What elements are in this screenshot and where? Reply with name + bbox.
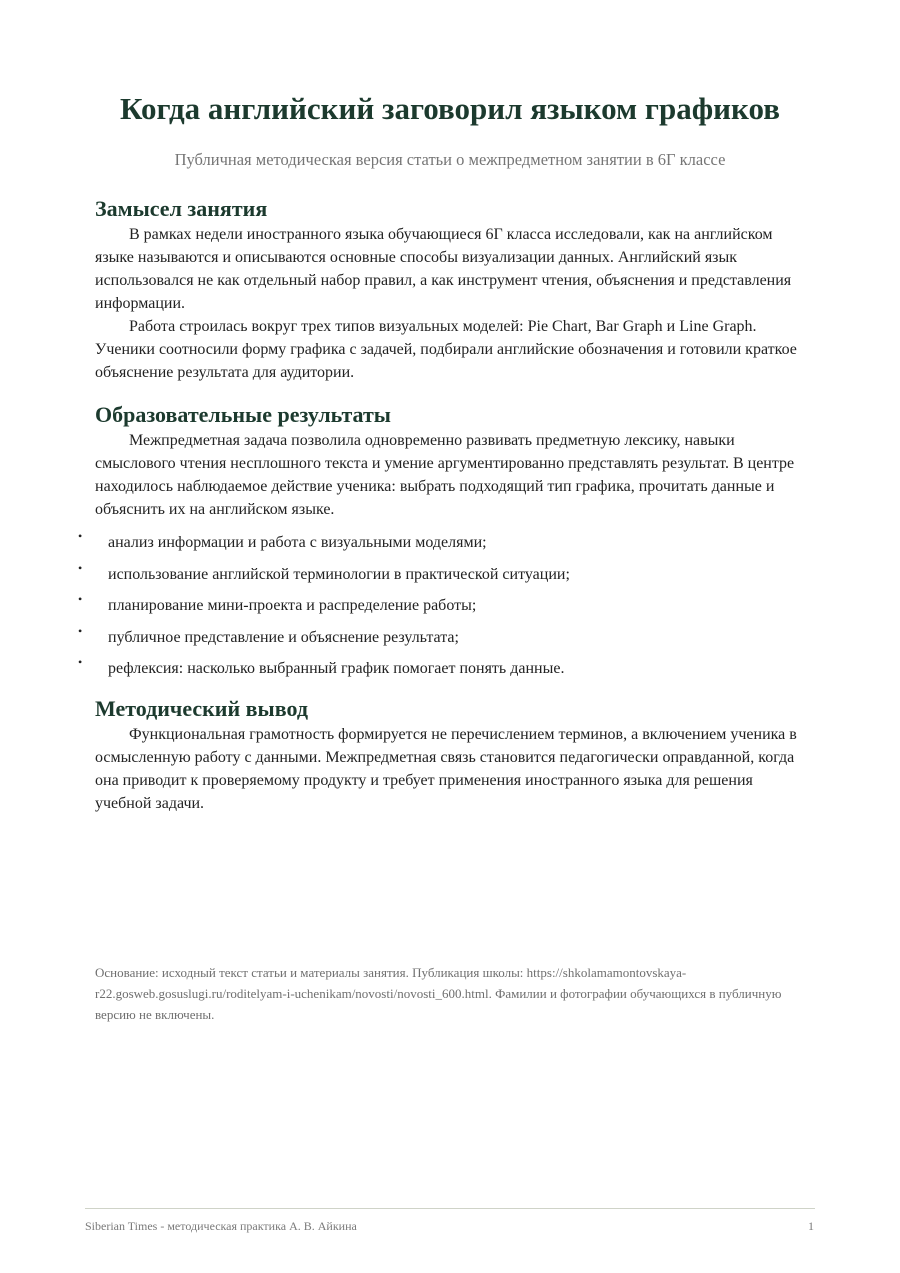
source-note: Основание: исходный текст статьи и материалы занятия. Публикация школы: https://shkolamamontovskaya-r22.gosweb.gosuslugi.ru/roditelyam-i-uchenikam/novosti/novosti_600.html. Фамилии и фотографии обучающихся в публичную версию не включены. — [95, 965, 782, 1022]
list-item — [78, 623, 805, 649]
list-item — [78, 529, 805, 554]
list-item-text: планирование мини-проекта и распределение работы; — [108, 597, 477, 614]
list-item — [78, 592, 805, 617]
paragraph: Функциональная грамотность формируется не перечислением терминов, а включением ученика в осмысленную работу с данными. Межпредметная связь становится педагогически оправданной, когда она приводит к проверяемому продукту и требует применения иностранного языка для решения учебной задачи. — [95, 726, 797, 812]
page-number: 1 — [808, 1219, 814, 1233]
page-title: Когда английский заговорил языком графиков — [120, 91, 780, 126]
paragraph: В рамках недели иностранного языка обучающиеся 6Г класса исследовали, как на английском языке называются и описываются основные способы визуализации данных. Английский язык использовался не как отдельный набор правил, а как инструмент чтения, объяснения и представления информации. — [95, 226, 792, 312]
list-item — [78, 560, 805, 586]
section-heading-concept: Замысел занятия — [95, 196, 268, 221]
paragraph: Работа строилась вокруг трех типов визуальных моделей: Pie Chart, Bar Graph и Line Graph. Ученики соотносили форму графика с задачей, подбирали английские обозначения и готовили краткое объяснение результата для аудитории. — [95, 318, 797, 381]
footer-divider — [85, 1208, 815, 1209]
list-item — [78, 655, 805, 680]
list-item-text: рефлексия: насколько выбранный график помогает понять данные. — [108, 660, 565, 677]
section-heading-conclusion: Методический вывод — [95, 696, 308, 721]
results-list — [78, 529, 805, 680]
bullet-icon: • — [78, 529, 83, 543]
bullet-icon: • — [78, 655, 83, 669]
bullet-icon: • — [78, 592, 83, 606]
paragraph: Межпредметная задача позволила одновременно развивать предметную лексику, навыки смыслового чтения несплошного текста и умение аргументированно представлять результат. В центре находилось наблюдаемое действие ученика: выбрать подходящий тип графика, прочитать данные и объяснить их на английском языке. — [95, 432, 795, 518]
list-item-text: использование английской терминологии в практической ситуации; — [108, 565, 570, 583]
page-subtitle: Публичная методическая версия статьи о межпредметном занятии в 6Г классе — [174, 150, 726, 169]
document-page — [78, 0, 805, 815]
list-item-text: анализ информации и работа с визуальными моделями; — [108, 534, 487, 551]
list-item-text: публичное представление и объяснение результата; — [108, 628, 459, 646]
footer-text: Siberian Times - методическая практика А. В. Айкина — [85, 1219, 357, 1233]
bullet-icon: • — [78, 560, 83, 575]
section-heading-results: Образовательные результаты — [95, 402, 391, 427]
bullet-icon: • — [78, 623, 83, 638]
